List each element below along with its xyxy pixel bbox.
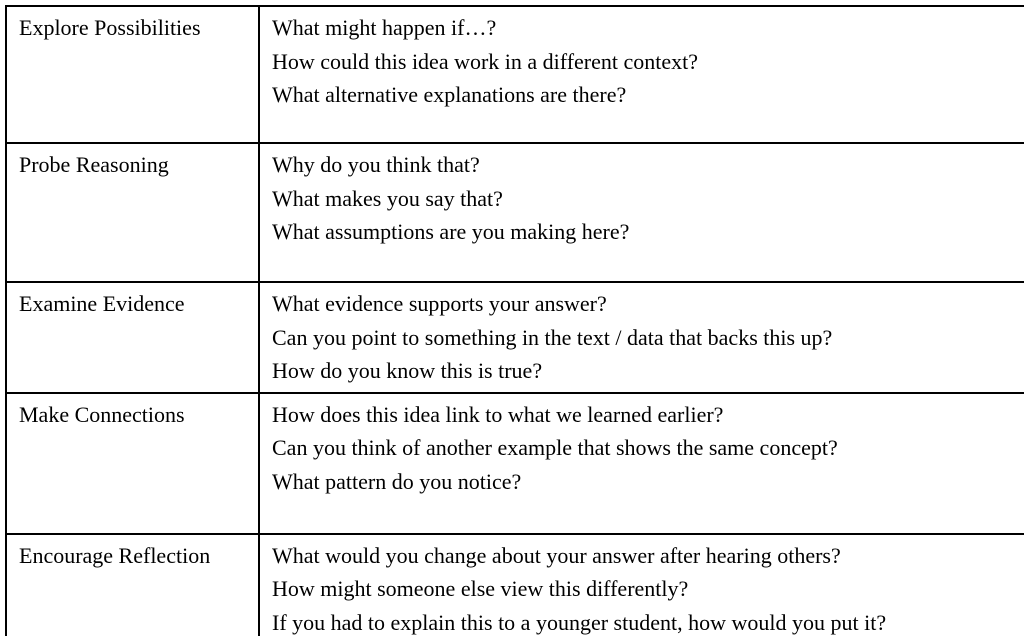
- question-table-body: [6, 6, 1024, 636]
- question-text: If you had to explain this to a younger student, how would you put it?: [272, 609, 887, 635]
- table-row: [6, 534, 1024, 636]
- questions-cell: [259, 6, 1024, 143]
- question-text: What makes you say that?: [272, 185, 503, 211]
- question-text: Can you think of another example that shows the same concept?: [272, 435, 838, 460]
- table-row: [6, 282, 1024, 393]
- questions-cell: [259, 393, 1024, 534]
- category-cell: Examine Evidence: [6, 282, 259, 393]
- table-row: [6, 393, 1024, 534]
- question-text: What pattern do you notice?: [272, 468, 522, 494]
- questions-cell: [259, 534, 1024, 636]
- question-text: What might happen if…?: [272, 15, 497, 40]
- question-text: What would you change about your answer after hearing others?: [272, 542, 841, 568]
- questions-cell: [259, 282, 1024, 393]
- question-text: How might someone else view this differently?: [272, 576, 689, 601]
- questions-cell: [259, 143, 1024, 282]
- category-cell: Encourage Reflection: [6, 534, 259, 636]
- question-text: What evidence supports your answer?: [272, 291, 607, 316]
- question-text: Can you point to something in the text / data that backs this up?: [272, 324, 833, 350]
- question-text: How could this idea work in a different context?: [272, 48, 699, 74]
- table-row: [6, 143, 1024, 282]
- question-text: What alternative explanations are there?: [272, 82, 627, 107]
- question-text: How does this idea link to what we learned earlier?: [272, 401, 724, 427]
- question-text: Why do you think that?: [272, 152, 480, 177]
- category-cell: Make Connections: [6, 393, 259, 534]
- question-prompt-table: [5, 5, 1024, 636]
- question-text: What assumptions are you making here?: [272, 219, 630, 244]
- category-cell: Probe Reasoning: [6, 143, 259, 282]
- category-cell: Explore Possibilities: [6, 6, 259, 143]
- table-row: [6, 6, 1024, 143]
- question-text: How do you know this is true?: [272, 358, 543, 383]
